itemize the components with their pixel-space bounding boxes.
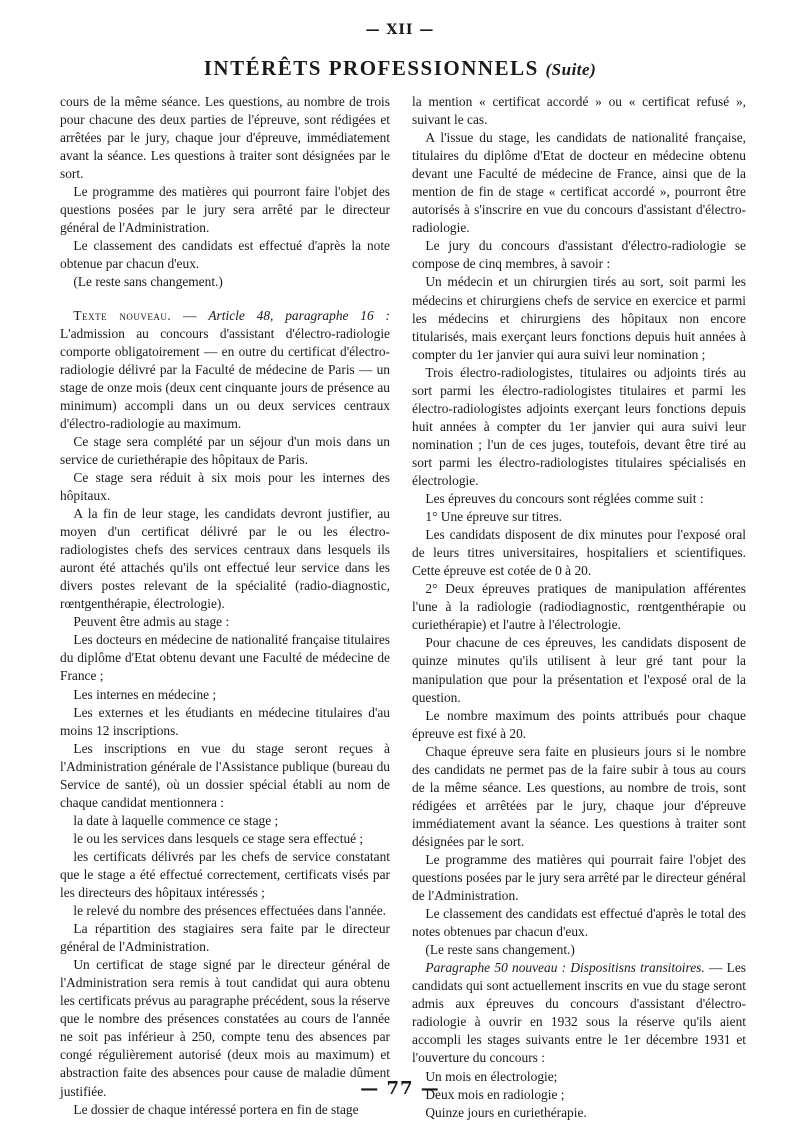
paragraph: Chaque épreuve sera faite en plusieurs jours si le nombre des candidats ne permet pas de la faire subir à tous au cours de la même séance. Les questions, au nombre de trois, sont rédigées et arrêtées par le jury, chaque jour d'épreuve immédiatement avant la séance. Les questions à traiter sont désignées par le sort.	[412, 743, 746, 849]
paragraph: cours de la même séance. Les questions, au nombre de trois pour chacune des deux parties de l'épreuve, sont rédigées et arrêtées par le jury, chaque jour d'épreuve, immédiatement avant la séance. Les questions à traiter sont désignées par le sort.	[60, 94, 390, 182]
paragraph: Ce stage sera complété par un séjour d'un mois dans un service de curiethérapie des hôpitaux de Paris.	[60, 433, 390, 467]
paragraph: Les docteurs en médecine de nationalité française titulaires du diplôme d'Etat obtenu devant une Faculté de médecine de France ;	[60, 632, 390, 684]
dash: —	[171, 307, 209, 323]
paragraph: Le jury du concours d'assistant d'électro-radiologie se compose de cinq membres, à savoir :	[412, 238, 746, 272]
paragraph: Les internes en médecine ;	[73, 686, 217, 702]
paragraph: Un médecin et un chirurgien tirés au sort, soit parmi les médecins et chirurgiens chefs de service en exercice et parmi les médecins et chirurgiens des hôpitaux non encore titularisés, mais exerçant leurs fonctions depuis huit années à compter du 1er janvier qui aura suivi leur nomination ;	[412, 274, 746, 362]
paragraph: Les externes et les étudiants en médecine titulaires d'au moins 12 inscriptions.	[60, 704, 390, 738]
paragraph: le relevé du nombre des présences effectuées dans l'année.	[73, 903, 386, 919]
paragraph: (Le reste sans changement.)	[73, 274, 223, 290]
article-reference: Article 48, paragraphe 16 :	[208, 307, 391, 323]
paragraph: la date à laquelle commence ce stage ;	[73, 812, 279, 828]
paragraph-text: L'admission au concours d'assistant d'électro-radiologie comporte obligatoirement — en outre du certificat d'électro-radiologie délivré par la Faculté de médecine de Paris — un stage de onze mois (deux cent cinquante jours de présence au minimum) accompli dans un ou deux services centraux d'électro-radiologie au maximum.	[60, 325, 390, 431]
page-title-suffix: (Suite)	[545, 60, 597, 79]
paragraph	[412, 959, 746, 1067]
roman-page-number: — XII —	[365, 22, 435, 38]
paragraph: Le dossier de chaque intéressé portera en fin de stage	[73, 1101, 359, 1117]
paragraph: Pour chacune de ces épreuves, les candidats disposent de quinze minutes qu'ils utilisent à leur gré tant pour la manipulation que pour la présentation et l'exposé oral de la question.	[412, 635, 746, 705]
paragraph: Le programme des matières qui pourront faire l'objet des questions posées par le jury sera arrêté par le directeur général de l'Administration.	[60, 184, 390, 236]
paragraph: la mention « certificat accordé » ou « certificat refusé », suivant le cas.	[412, 94, 746, 128]
paragraph	[60, 307, 390, 433]
paragraph: Les inscriptions en vue du stage seront reçues à l'Administration générale de l'Assistance publique (bureau du Service de santé), où un dossier spécial établi au nom de chaque candidat mentionnera :	[60, 740, 390, 810]
paragraph: (Le reste sans changement.)	[425, 942, 575, 958]
paragraph: La répartition des stagiaires sera faite par le directeur général de l'Administration.	[60, 921, 390, 955]
page-number: — 77 —	[360, 1078, 440, 1099]
paragraph: Le classement des candidats est effectué d'après le total des notes obtenues par chacun d'eux.	[412, 906, 746, 940]
paragraph: Le programme des matières qui pourrait faire l'objet des questions posées par le jury sera arrêté par le directeur général de l'Administration.	[412, 851, 746, 904]
paragraph: 2° Deux épreuves pratiques de manipulation afférentes l'une à la radiologie (radiodiagnostic, rœntgenthérapie ou curiethérapie) et l'autre à l'électrologie.	[412, 581, 746, 633]
paragraph-text: — Les candidats qui sont actuellement inscrits en vue du stage seront admis aux épreuves du concours d'assistant d'électro-radiologie à ouvrir en 1932 sous la réserve qu'ils aient accompli les stages suivants entre le 1er décembre 1931 et l'ouverture du concours :	[412, 960, 746, 1066]
paragraph: le ou les services dans lesquels ce stage sera effectué ;	[73, 830, 364, 846]
paragraph: Les épreuves du concours sont réglées comme suit :	[425, 491, 704, 507]
paragraph: Quinze jours en curiethérapie.	[425, 1104, 587, 1120]
paragraph: Peuvent être admis au stage :	[73, 614, 230, 630]
paragraph: Trois électro-radiologistes, titulaires ou adjoints tirés au sort parmi les électro-radiologistes titulaires et parmi les électro-radiologistes adjoints exerçant leurs fonctions depuis huit années à compter du 1er janvier qui aura suivi leur nomination ; l'un de ces juges, toutefois, devant être tiré au sort parmi les électro-radiologistes titulaires spécialisés en électrologie.	[412, 364, 746, 488]
paragraph: Un certificat de stage signé par le directeur général de l'Administration sera remis à tout candidat qui aura obtenu les certificats prévus au paragraphe précédent, sous la réserve que le nombre des présences constatées au cours de l'année ne soit pas inférieur à 250, compte tenu des absences par congé régulièrement autorisé (deux mois au maximum) et abstraction faite des absences pour cause de maladie dûment justifiée.	[60, 957, 390, 1099]
paragraph: Le classement des candidats est effectué d'après la note obtenue par chacun d'eux.	[60, 238, 390, 272]
left-column	[60, 93, 390, 1119]
paragraph: Le nombre maximum des points attribués pour chaque épreuve est fixé à 20.	[412, 707, 746, 741]
paragraph: Les candidats disposent de dix minutes pour l'exposé oral de leurs titres universitaires, hospitaliers et scientifiques. Cette épreuve est cotée de 0 à 20.	[412, 527, 746, 579]
paragraph-heading: Paragraphe 50 nouveau : Dispositisns transitoires.	[425, 960, 705, 976]
right-column	[412, 93, 746, 1122]
paragraph: Un mois en électrologie;	[425, 1068, 558, 1084]
paragraph: les certificats délivrés par les chefs de service constatant que le stage a été effectué correctement, certificats visés par les directeurs des hôpitaux intéressés ;	[60, 848, 390, 901]
paragraph: Deux mois en radiologie ;	[425, 1086, 565, 1102]
paragraph: Ce stage sera réduit à six mois pour les internes des hôpitaux.	[60, 469, 390, 503]
page-title-text: INTÉRÊTS PROFESSIONNELS	[203, 56, 539, 80]
section-label: Texte nouveau.	[73, 307, 172, 323]
page-title	[0, 56, 800, 81]
paragraph: A l'issue du stage, les candidats de nationalité française, titulaires du diplôme d'Etat de docteur en médecine obtenu devant une Faculté de médecine de France, ainsi que de la mention de fin de stage « certificat accordé », pourront être autorisés à s'inscrire en vue du concours d'assistant d'électro-radiologie.	[412, 130, 746, 236]
paragraph: A la fin de leur stage, les candidats devront justifier, au moyen d'un certificat délivré par le ou les électro-radiologistes chefs des services centraux dans lesquels ils auront été attachés qu'ils ont effectué leur service dans les divers postes relevant de la spécialité (radio-diagnostic, rœntgenthérapie, électrologie).	[60, 506, 390, 612]
paragraph: 1° Une épreuve sur titres.	[425, 509, 563, 525]
